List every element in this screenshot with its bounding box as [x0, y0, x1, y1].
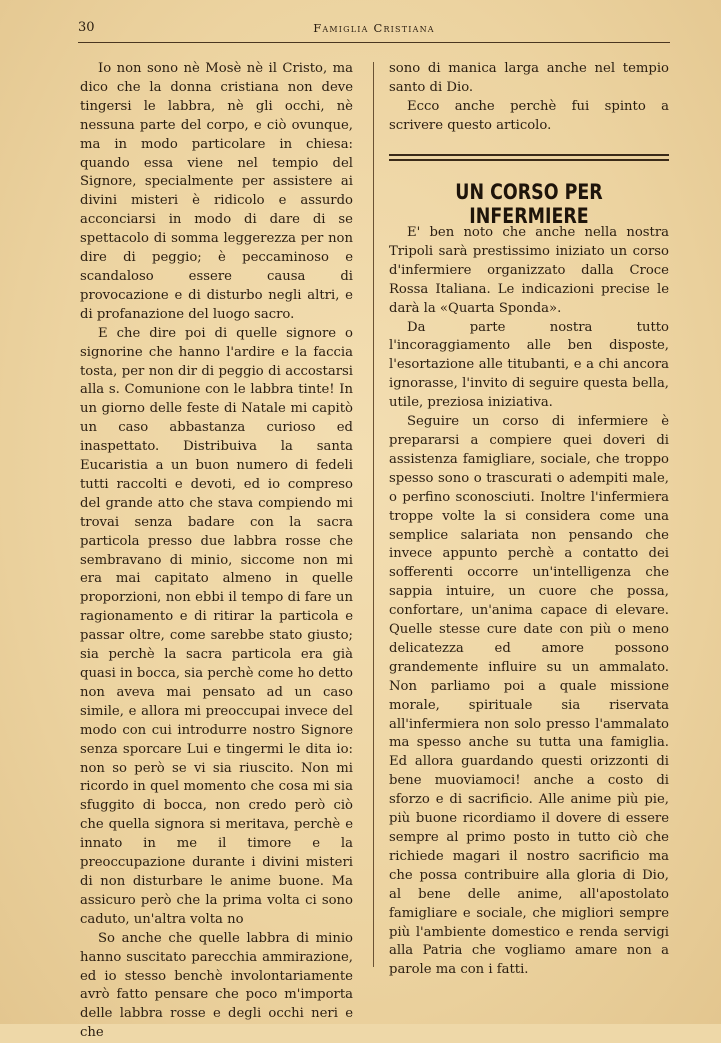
- paragraph: Io non sono nè Mosè nè il Cristo, ma dico che la donna cristiana non deve tingersi le labbra, nè gli occhi, nè nessuna parte del corpo, e ciò ovunque, ma in modo particolare in chiesa: quando essa viene nel tempio del Signore, specialmente per assistere ai divini misteri è ridicolo e assurdo acconciarsi in modo di dare di se spettacolo di somma leggerezza per non dire di peggio; è peccaminoso e scandaloso essere causa di provocazione e di disturbo negli altri, e di profanazione del luogo sacro.: [80, 61, 353, 322]
- left-column: [80, 60, 353, 1043]
- column-divider: [373, 62, 374, 967]
- section-separator: [389, 154, 669, 156]
- paragraph: So anche che quelle labbra di minio hanno suscitato parecchia ammirazione, ed io stesso benchè involontariamente avrò fatto pensare che poco m'importa delle labbra rosse e degli occhi neri e che: [80, 930, 353, 1041]
- article-title: UN CORSO PER INFERMIERE: [455, 180, 603, 228]
- paragraph: Da parte nostra tutto l'incoraggiamento alle ben disposte, l'esortazione alle titubanti, e a chi ancora ignorasse, l'invito di seguire questa bella, utile, preziosa iniziativa.: [389, 319, 669, 411]
- paragraph: sono di manica larga anche nel tempio santo di Dio.: [389, 61, 669, 95]
- paragraph: E che dire poi di quelle signore o signorine che hanno l'ardire e la faccia tosta, per non dir di peggio di accostarsi alla s. Comunione con le labbra tinte! In un giorno delle feste di Natale mi capitò un caso abbastanza curioso ed inaspettato. Distribuiva la santa Eucaristia a un buon numero di fedeli tutti raccolti e devoti, ed io compreso del grande atto che stava compiendo mi trovai senza badare con la sacra particola presso due labbra rosse che sembravano di minio, siccome non mi era mai capitato almeno in quelle proporzioni, non ebbi il tempo di fare un ragionamento e di ritirar la particola e passar oltre, come sarebbe stato giusto; sia perchè la sacra particola era già quasi in bocca, sia perchè come ho detto non aveva mai pensato ad un caso simile, e allora mi preoccupai invece del modo con cui introdurre nostro Signore senza sporcare Lui e tingermi le dita io: non so però se vi sia riuscito. Non mi ricordo in quel momento che cosa mi sia sfuggito di bocca, non credo però ciò che quella signora si meritava, perchè e innato in me il timore e la preoccupazione durante i divini misteri di non disturbare le anime buone. Ma assicuro però che la prima volta ci sono caduto, un'altra volta no: [80, 325, 353, 927]
- running-title: Famiglia Cristiana: [313, 21, 435, 35]
- right-column-continuation: [389, 60, 669, 136]
- section-separator: [389, 159, 669, 161]
- right-column-article: [389, 224, 669, 980]
- page-number: 30: [78, 20, 95, 35]
- page-header: [78, 18, 670, 40]
- paragraph: Ecco anche perchè fui spinto a scrivere questo articolo.: [389, 98, 669, 133]
- paragraph: Seguire un corso di infermiere è prepararsi a compiere quei doveri di assistenza famigliare, sociale, che troppo spesso sono o trascurati o adempiti male, o perfino sconosciuti. Inoltre l'infermiera troppe volte la si considera come una semplice salariata non pensando che invece appunto perchè a contatto dei sofferenti occorre un'intelligenza che sappia intuire, un cuore che possa, confortare, un'anima capace di elevare. Quelle stesse cure date con più o meno delicatezza ed amore possono grandemente influire su un ammalato. Non parliamo poi a quale missione morale, spirituale sia riservata all'infermiera non solo presso l'ammalato ma spesso anche su tutta una famiglia. Ed allora guardando questi orizzonti di bene muoviamoci! anche a costo di sforzo e di sacrificio. Alle anime più pie, più buone ricordiamo il dovere di essere sempre al primo posto in tutto ciò che richiede magari il nostro sacrificio ma che possa contribuire alla gloria di Dio, al bene delle anime, all'apostolato famigliare e sociale, che migliori sempre più l'ambiente domestico e renda servigi alla Patria che vogliamo amare non a parole ma con i fatti.: [389, 414, 669, 978]
- header-rule: [78, 42, 670, 43]
- paragraph: E' ben noto che anche nella nostra Tripoli sarà prestissimo iniziato un corso d'infermiere organizzato dalla Croce Rossa Italiana. Le indicazioni precise le darà la «Quarta Sponda».: [389, 225, 669, 316]
